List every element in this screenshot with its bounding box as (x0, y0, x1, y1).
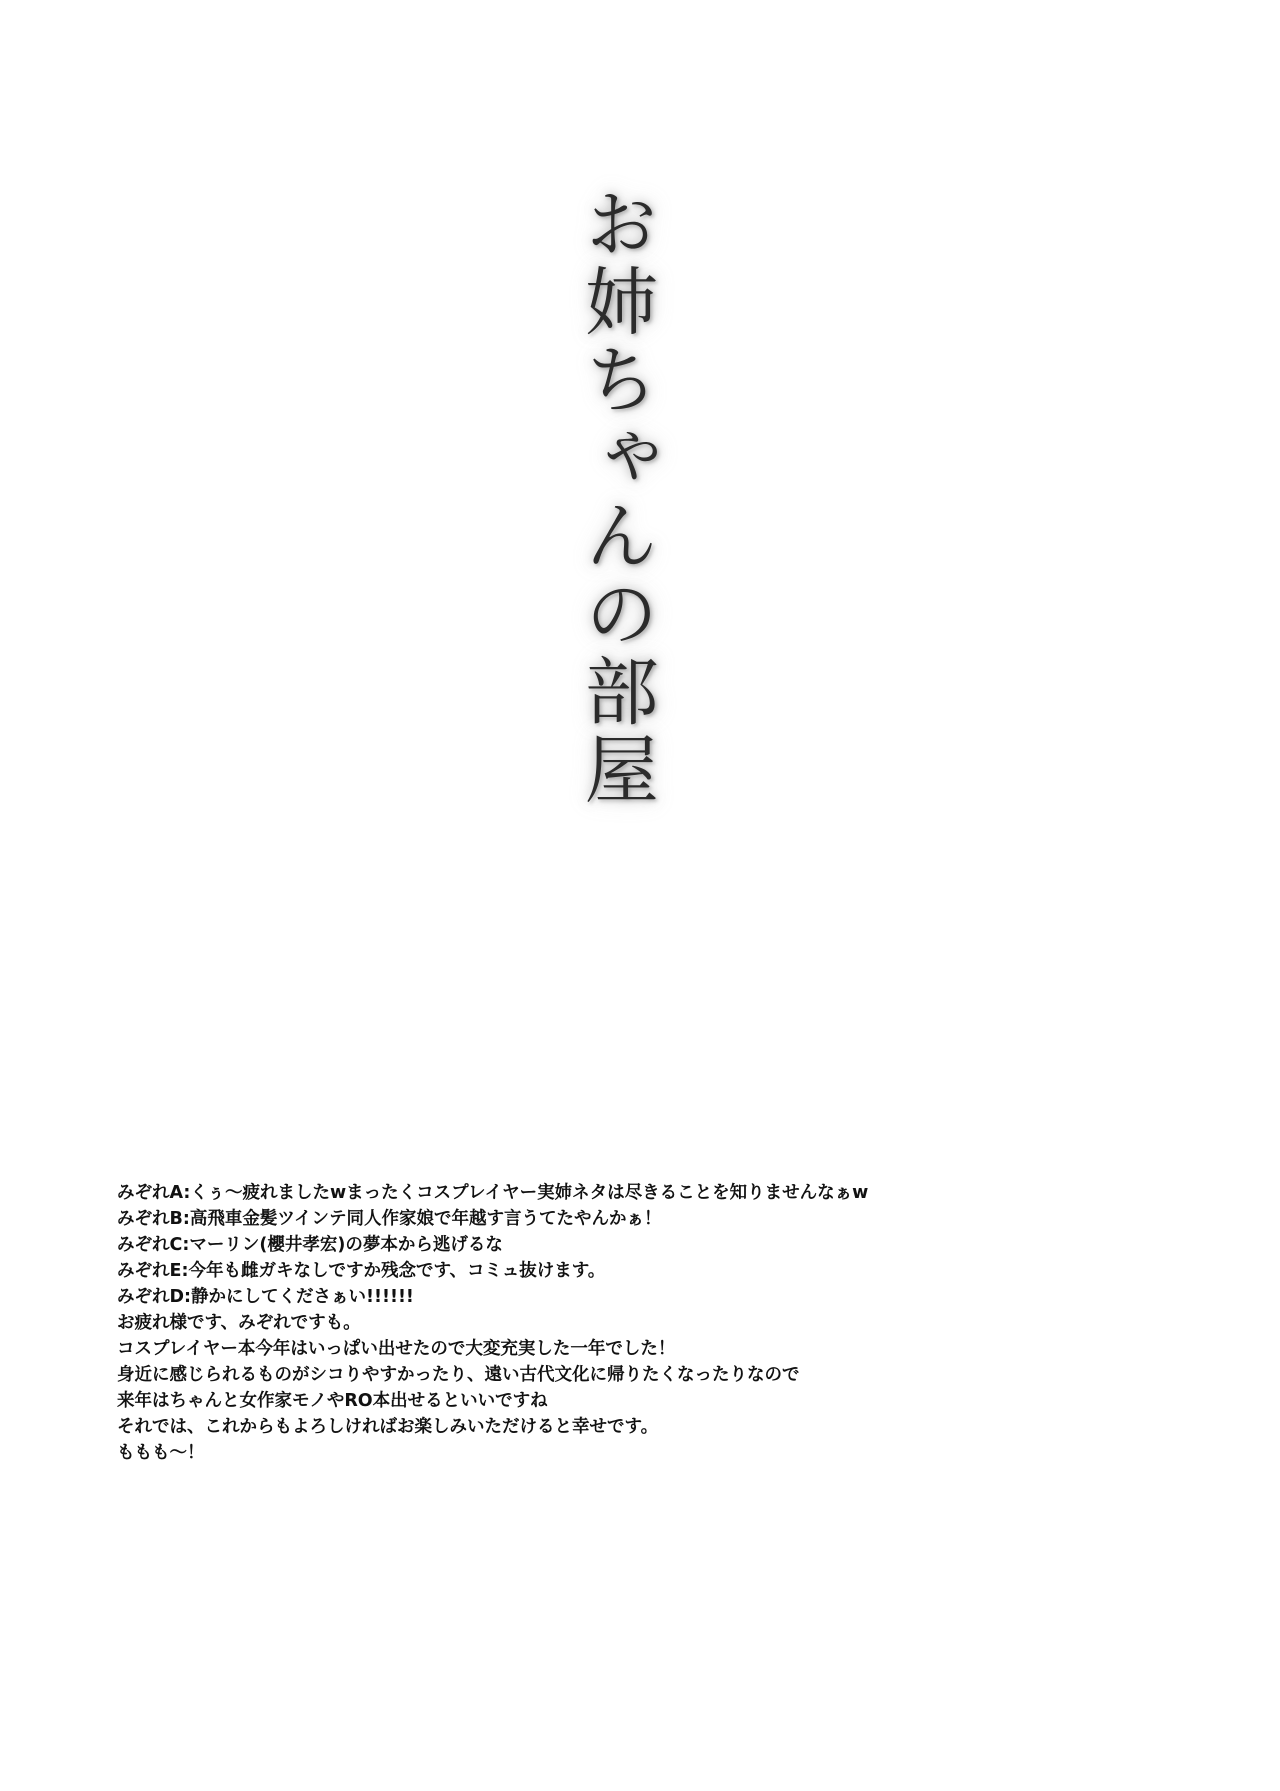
comment-line: みぞれC:マーリン(櫻井孝宏)の夢本から逃げるな (117, 1235, 503, 1255)
comment-line: みぞれA:くぅ～疲れましたwまったくコスプレイヤー実姉ネタは尽きることを知りませんなぁw (117, 1183, 869, 1203)
afterword-line: 来年はちゃんと女作家モノやRO本出せるといいですね (117, 1391, 548, 1411)
page-title: お姉ちゃんの部屋 (572, 185, 659, 809)
comment-line: みぞれE:今年も雌ガキなしですか残念です、コミュ抜けます。 (117, 1261, 606, 1281)
afterword-line: コスプレイヤー本今年はいっぱい出せたので大変充実した一年でした！ (117, 1339, 676, 1359)
afterword-line: それでは、これからもよろしければお楽しみいただけると幸せです。 (117, 1417, 659, 1437)
title-block (540, 185, 690, 809)
afterword-line: ももも～！ (117, 1443, 205, 1463)
comment-line: みぞれD:静かにしてくださぁい!!!!!! (117, 1287, 414, 1307)
comment-line: みぞれB:高飛車金髪ツインテ同人作家娘で年越す言うてたやんかぁ！ (117, 1209, 662, 1229)
comment-block (117, 1180, 1117, 1310)
afterword-block (117, 1310, 1117, 1466)
afterword-line: 身近に感じられるものがシコりやすかったり、遠い古代文化に帰りたくなったりなので (117, 1365, 800, 1385)
afterword-line: お疲れ様です、みぞれですも。 (117, 1313, 361, 1333)
